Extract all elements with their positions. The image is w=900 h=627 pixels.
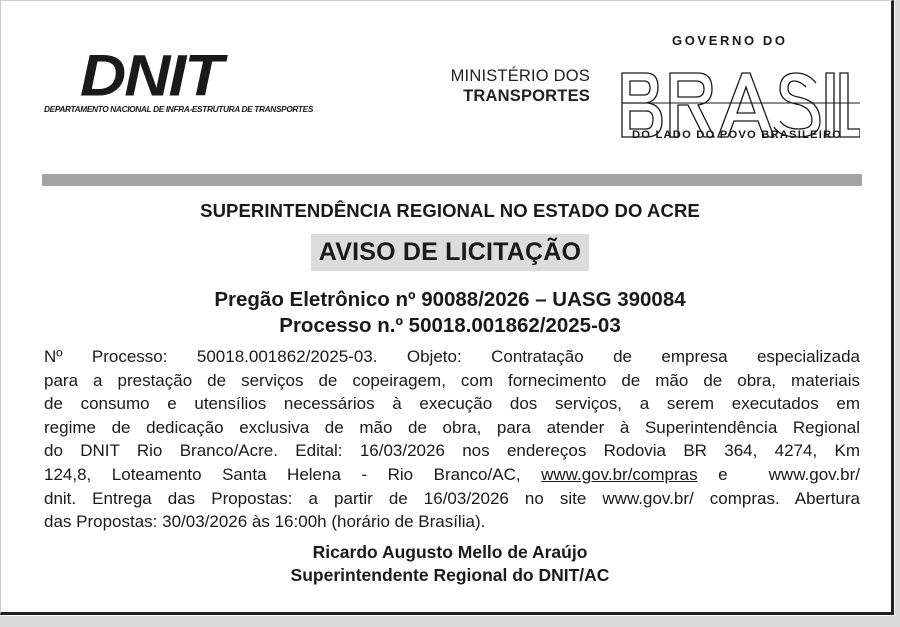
notice-body bbox=[44, 345, 860, 534]
gov-bottom-text: DO LADO DO POVO BRASILEIRO bbox=[632, 129, 843, 141]
dnit-subtitle: DEPARTAMENTO NACIONAL DE INFRA-ESTRUTURA DE TRANSPORTES bbox=[44, 104, 314, 114]
ministry-line2: TRANSPORTES bbox=[463, 87, 590, 105]
body-line: Nº Processo: 50018.001862/2025-03. Objeto: Contratação de empresa especializada bbox=[44, 347, 860, 366]
bottom-shadow bbox=[0, 616, 900, 627]
compras-link[interactable]: www.gov.br/compras bbox=[541, 464, 698, 484]
pregao-line: Pregão Eletrônico nº 90088/2026 – UASG 390084 bbox=[214, 288, 686, 311]
gov-top-text: GOVERNO DO bbox=[672, 33, 788, 48]
notice-title: AVISO DE LICITAÇÃO bbox=[311, 234, 589, 271]
body-line: para a prestação de serviços de copeiragem, com fornecimento de mão de obra, materiais bbox=[44, 370, 860, 390]
header-divider bbox=[42, 174, 862, 186]
body-line: de consumo e utensílios necessários à execução dos serviços, a serem executados em bbox=[44, 394, 860, 414]
body-line: das Propostas: 30/03/2026 às 16:00h (horário de Brasília). bbox=[44, 512, 486, 532]
dnit-logo bbox=[44, 42, 314, 118]
body-line: regime de dedicação exclusiva de mão de obra, para atender à Superintendência Regional bbox=[44, 417, 860, 437]
ministry-line1: MINISTÉRIO DOS bbox=[450, 67, 590, 85]
body-line: dnit. Entrega das Propostas: a partir de 16/03/2026 no site www.gov.br/ compras. Abertura bbox=[44, 488, 860, 508]
superintendence-heading: SUPERINTENDÊNCIA REGIONAL NO ESTADO DO ACRE bbox=[200, 200, 700, 221]
body-line: do DNIT Rio Branco/Acre. Edital: 16/03/2026 nos endereços Rodovia BR 364, 4274, Km bbox=[44, 441, 860, 461]
body-line-prefix: 124,8, Loteamento Santa Helena - Rio Branco/AC, bbox=[44, 464, 521, 484]
signer-name: Ricardo Augusto Mello de Araújo bbox=[312, 542, 588, 562]
processo-line: Processo n.º 50018.001862/2025-03 bbox=[279, 314, 621, 337]
signer-role: Superintendente Regional do DNIT/AC bbox=[290, 565, 610, 585]
dnit-wordmark: DNIT bbox=[80, 42, 222, 109]
body-line-suffix: e www.gov.br/ bbox=[718, 464, 860, 484]
ministry-logo bbox=[420, 66, 590, 106]
body-line-with-link bbox=[44, 463, 860, 487]
